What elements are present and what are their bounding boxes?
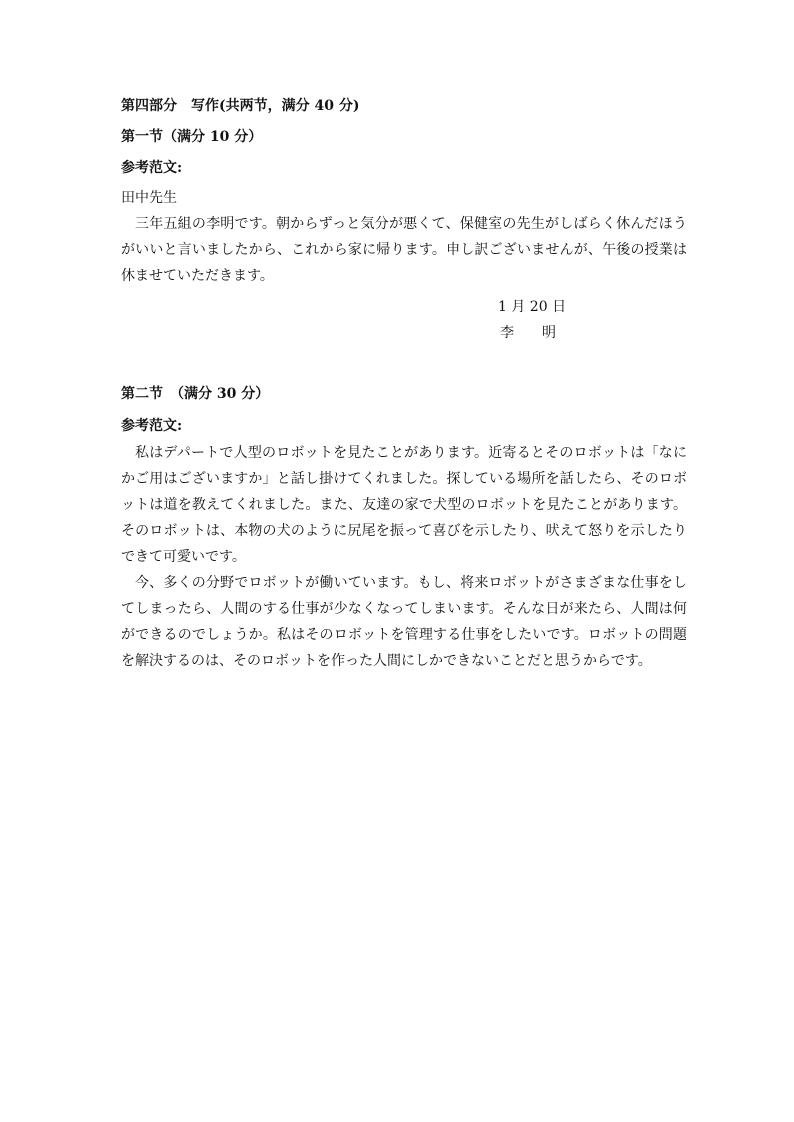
section2-ref-label: 参考范文: [121, 418, 183, 434]
section1-ref-label: 参考范文: [121, 160, 183, 176]
part-title: 第四部分 写作(共两节，满分 40 分) [121, 98, 360, 114]
letter-addressee: 田中先生 [121, 190, 177, 206]
essay-paragraph-1: 私はデパートで人型のロボットを見たことがあります。近寄るとそのロボットは「なにかご用はございますか」と話し掛けてくれました。探している場所を話したら、そのロボットは道を教えてくれました。また、友達の家で犬型のロボットを見たことがあります。そのロボットは、本物の犬のように尻尾を振って喜びを示したり、吠えて怒りを示したりできて可愛いです。 [121, 445, 687, 565]
letter-signature: 李 明 [500, 325, 556, 341]
essay-paragraph-2: 今、多くの分野でロボットが働いています。もし、将来ロボットがさまざまな仕事をしてしまったら、人間のする仕事が少なくなってしまいます。そんな日が来たら、人間は何ができるのでしょうか。私はそのロボットを管理する仕事をしたいです。ロボットの問題を解決するのは、そのロボットを作った人間にしかできないことだと思うからです。 [121, 575, 687, 669]
letter-date: 1 月 20 日 [498, 299, 567, 315]
section2-title: 第二节 （满分 30 分） [121, 386, 270, 402]
section1-title: 第一节（满分 10 分） [121, 129, 263, 145]
letter-body: 三年五組の李明です。朝からずっと気分が悪くて、保健室の先生がしばらく休んだほうがいいと言いましたから、これから家に帰ります。申し訳ございませんが、午後の授業は休ませていただきます。 [121, 216, 687, 284]
